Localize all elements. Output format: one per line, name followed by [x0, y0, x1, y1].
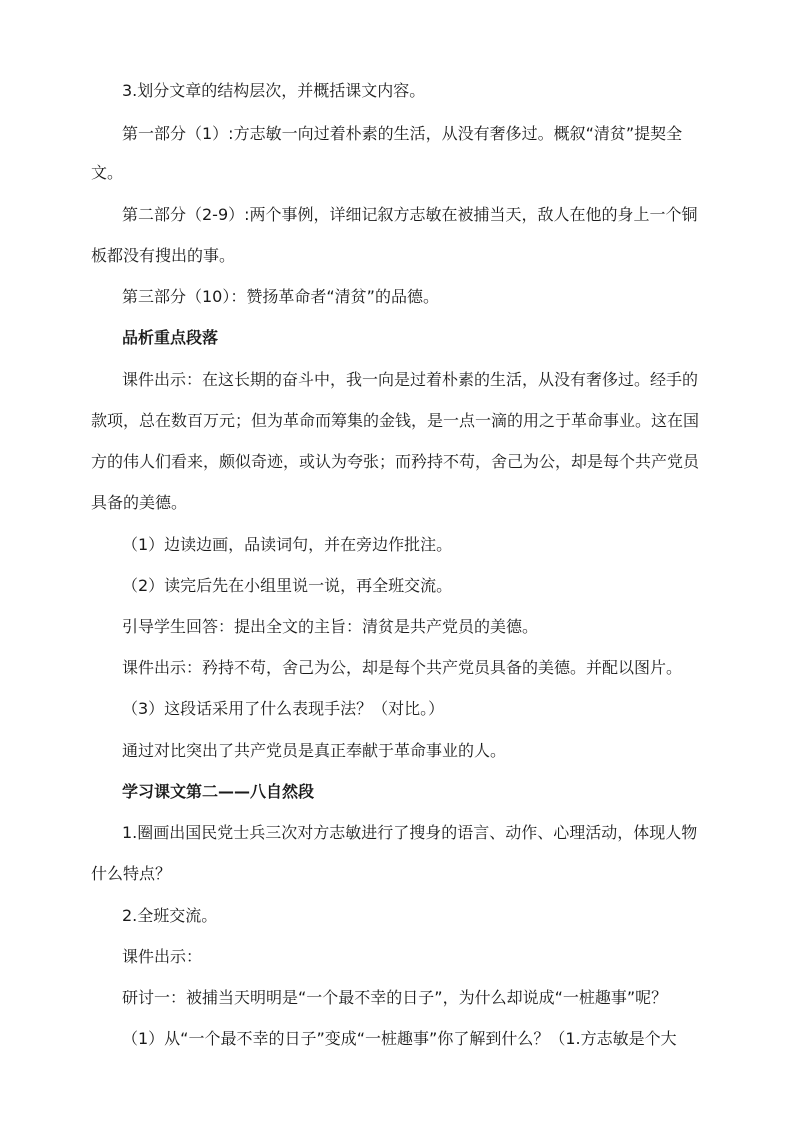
paragraph-line: 研讨一：被捕当天明明是“一个最不幸的日子”，为什么却说成“一桩趣事”呢？: [122, 988, 668, 1007]
paragraph-line: 款项，总在数百万元；但为革命而筹集的金钱，是一点一滴的用之于革命事业。这在国: [91, 411, 700, 430]
paragraph-line: 引导学生回答：提出全文的主旨：清贫是共产党员的美德。: [122, 617, 539, 636]
paragraph-line: 第一部分（1）:方志敏一向过着朴素的生活，从没有奢侈过。概叙“清贫”提契全: [122, 124, 683, 143]
paragraph-line: 板都没有搜出的事。: [91, 246, 236, 265]
paragraph-line: 2.全班交流。: [122, 906, 218, 925]
paragraph-line: 课件出示：在这长期的奋斗中，我一向是过着朴素的生活，从没有奢侈过。经手的: [122, 370, 699, 389]
paragraph-line: 第二部分（2-9）:两个事例，详细记叙方志敏在被捕当天，敌人在他的身上一个铜: [122, 205, 698, 224]
paragraph-line: 通过对比突出了共产党员是真正奉献于革命事业的人。: [122, 741, 507, 760]
section-heading: 品析重点段落: [122, 328, 219, 347]
paragraph-line: 文。: [91, 163, 124, 182]
paragraph-line: 方的伟人们看来，颇似奇迹，或认为夸张；而矜持不苟，舍己为公，却是每个共产党员: [91, 452, 700, 471]
paragraph-line: 1.圈画出国民党士兵三次对方志敏进行了搜身的语言、动作、心理活动，体现人物: [122, 823, 698, 842]
paragraph-line: （1）边读边画，品读词句，并在旁边作批注。: [122, 535, 453, 554]
paragraph-line: 3.划分文章的结构层次，并概括课文内容。: [122, 81, 426, 100]
paragraph-line: 课件出示：: [122, 947, 203, 966]
section-heading: 学习课文第二——八自然段: [122, 782, 315, 801]
paragraph-line: 具备的美德。: [91, 493, 188, 512]
paragraph-line: 课件出示：矜持不苟，舍己为公，却是每个共产党员具备的美德。并配以图片。: [122, 658, 683, 677]
paragraph-line: （3）这段话采用了什么表现手法？（对比。）: [122, 699, 445, 718]
paragraph-line: 第三部分（10）：赞扬革命者“清贫”的品德。: [122, 287, 439, 306]
paragraph-line: 什么特点？: [91, 864, 172, 883]
paragraph-line: （1）从“一个最不幸的日子”变成“一桩趣事”你了解到什么？（1.方志敏是个大: [122, 1029, 677, 1048]
paragraph-line: （2）读完后先在小组里说一说，再全班交流。: [122, 576, 453, 595]
